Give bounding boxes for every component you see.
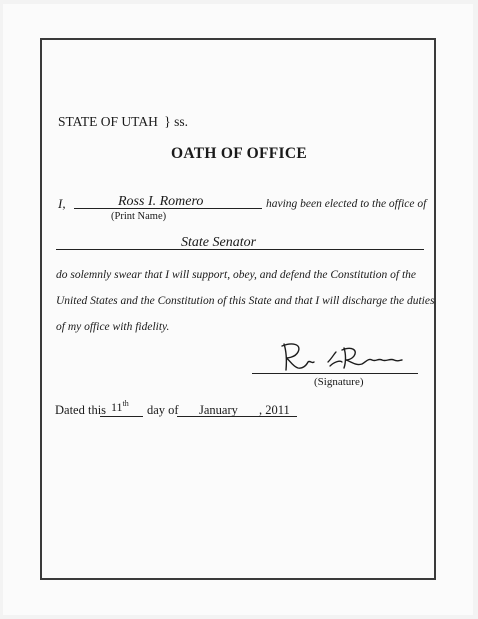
oath-body-line: United States and the Constitution of this State and that I will discharge the duties xyxy=(56,295,435,307)
day-of-label: day of xyxy=(147,403,179,417)
day-suffix: th xyxy=(122,399,129,408)
jurisdiction: STATE OF UTAH xyxy=(58,114,158,129)
year-separator: , xyxy=(259,403,263,417)
oath-body xyxy=(56,262,435,340)
elected-text: having been elected to the office of xyxy=(266,198,427,210)
ss-mark: } ss. xyxy=(164,114,188,129)
oath-prefix: I, xyxy=(58,196,66,211)
day-underline xyxy=(100,416,143,417)
signature-mark xyxy=(272,340,412,374)
dated-prefix: Dated this xyxy=(55,403,107,417)
signature-underline xyxy=(252,373,418,374)
day-value xyxy=(111,399,129,415)
oath-body-line: do solemnly swear that I will support, obey, and defend the Constitution of the xyxy=(56,269,416,281)
month-value: January xyxy=(199,403,238,417)
year-value xyxy=(259,403,290,418)
document-title: OATH OF OFFICE xyxy=(171,145,307,162)
state-header xyxy=(58,114,188,130)
oath-body-line: of my office with fidelity. xyxy=(56,321,170,333)
year-number: 2011 xyxy=(265,403,290,417)
day-number: 11 xyxy=(111,400,123,414)
print-name-label: (Print Name) xyxy=(111,211,167,222)
office-name: State Senator xyxy=(181,235,257,250)
signature-label: (Signature) xyxy=(314,376,364,388)
oath-name: Ross I. Romero xyxy=(118,194,204,209)
